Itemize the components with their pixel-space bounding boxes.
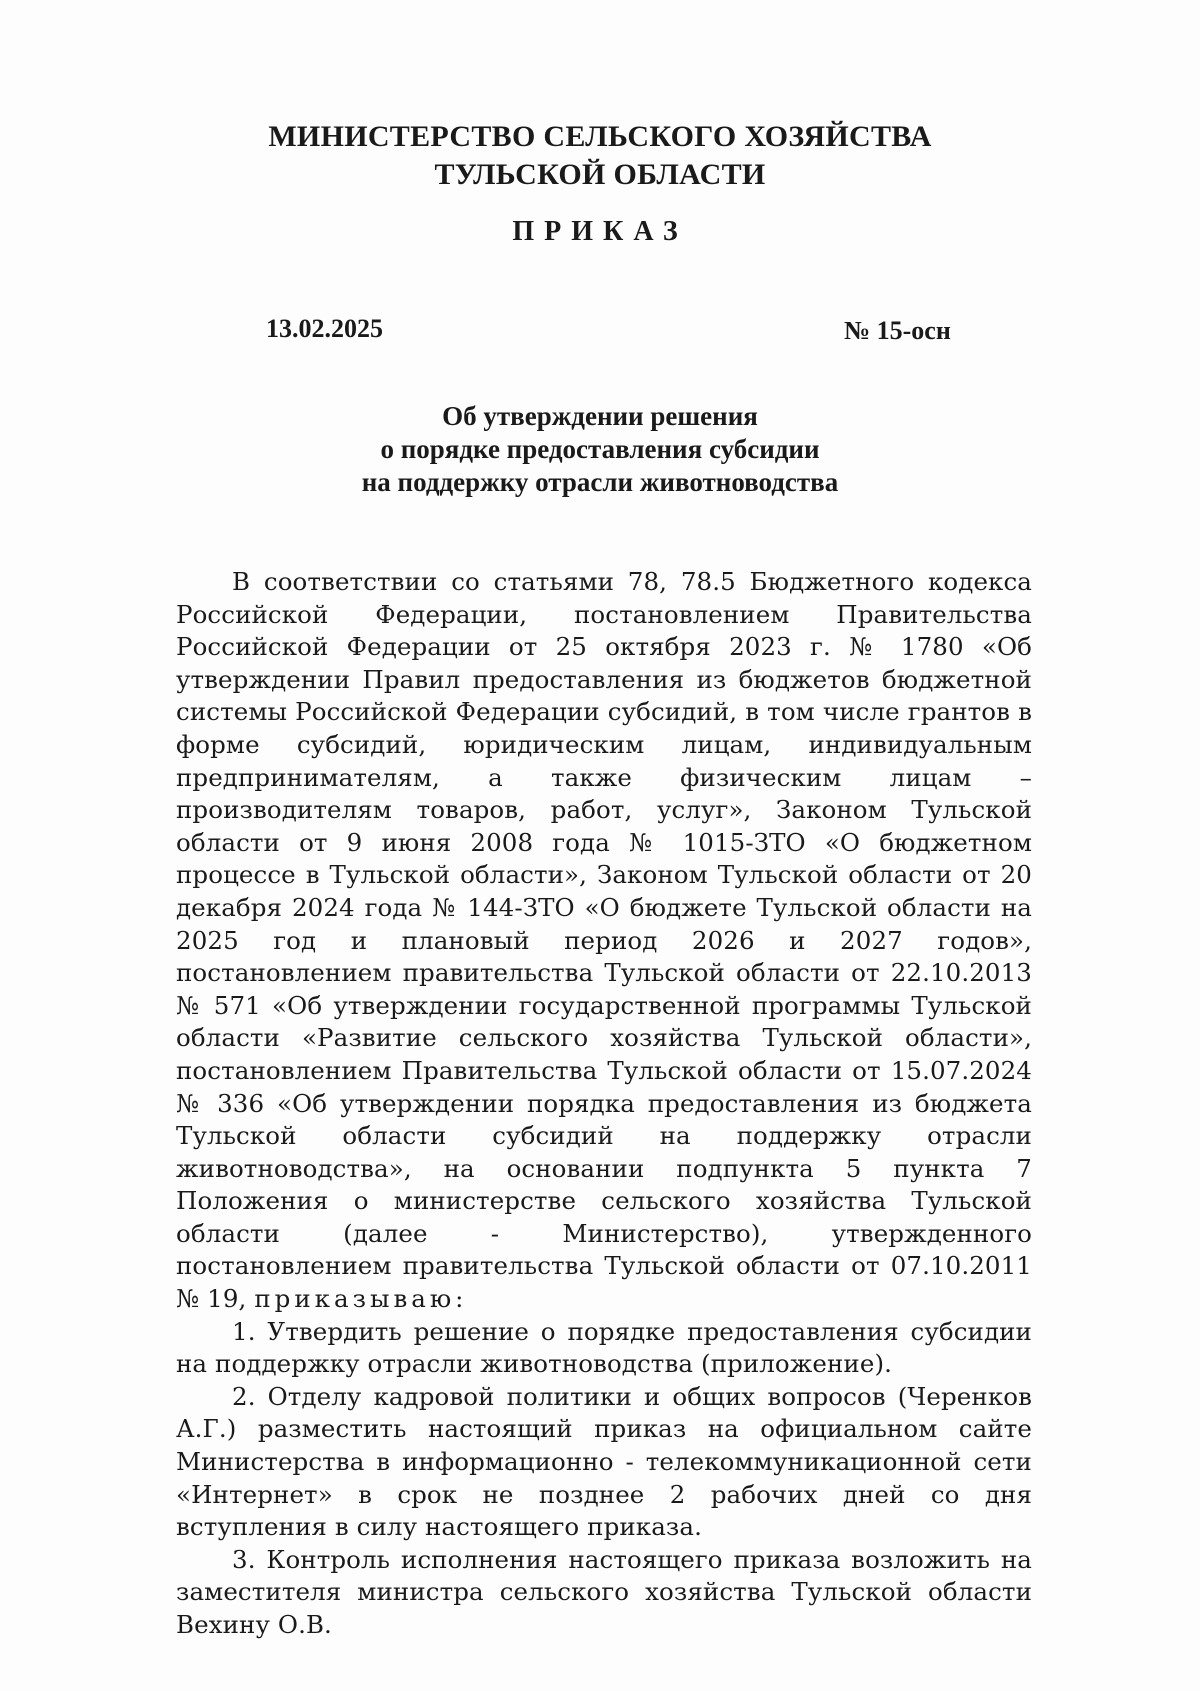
document-number: № 15-осн [844, 316, 951, 345]
organization-name-line1: МИНИСТЕРСТВО СЕЛЬСКОГО ХОЗЯЙСТВА [268, 120, 932, 153]
order-word: приказываю: [254, 1284, 468, 1314]
subject-line1: Об утверждении решения [442, 401, 758, 431]
order-item-3: 3. Контроль исполнения настоящего приказа возложить на заместителя министра сельского хозяйства Тульской области Вехину О.В. [176, 1544, 1032, 1639]
document-date: 13.02.2025 [266, 314, 383, 343]
organization-name-line2: ТУЛЬСКОЙ ОБЛАСТИ [434, 158, 766, 191]
document-type: ПРИКАЗ [512, 216, 688, 247]
order-item-2: 2. Отделу кадровой политики и общих вопросов (Черенков А.Г.) разместить настоящий приказ на официальном сайте Министерства в информационно - телекоммуникационной сети «Интернет» в срок не позднее 2 рабочих дней со дня вступления в силу настоящего приказа. [176, 1381, 1032, 1542]
document-subject [0, 400, 1200, 499]
subject-line3: на поддержку отрасли животноводства [361, 467, 839, 497]
organization-name [0, 118, 1200, 194]
order-item-1: 1. Утвердить решение о порядке предоставления субсидии на поддержку отрасли животноводства (приложение). [176, 1316, 1032, 1379]
preamble-text: В соответствии со статьями 78, 78.5 Бюджетного кодекса Российской Федерации, постановлением Правительства Российской Федерации от 25 октября 2023 г. № 1780 «Об утверждении Правил предоставления из бюджетов бюджетной системы Российской Федерации субсидий, в том числе грантов в форме субсидий, юридическим лицам, индивидуальным предпринимателям, а также физическим лицам – производителям товаров, работ, услуг», Законом Тульской области от 9 июня 2008 года № 1015-ЗТО «О бюджетном процессе в Тульской области», Законом Тульской области от 20 декабря 2024 года № 144-ЗТО «О бюджете Тульской области на 2025 год и плановый период 2026 и 2027 годов», постановлением правительства Тульской области от 22.10.2013 № 571 «Об утверждении государственной программы Тульской области «Развитие сельского хозяйства Тульской области», постановлением Правительства Тульской области от 15.07.2024 № 336 «Об утверждении порядка предоставления из бюджета Тульской области субсидий на поддержку отрасли животноводства», на основании подпункта 5 пункта 7 Положения о министерстве сельского хозяйства Тульской области (далее - Министерство), утвержденного постановлением правительства Тульской области от 07.10.2011 № 19, [176, 567, 1032, 1314]
preamble-paragraph [176, 566, 1032, 1316]
subject-line2: о порядке предоставления субсидии [380, 434, 820, 464]
document-body [176, 566, 1032, 1642]
